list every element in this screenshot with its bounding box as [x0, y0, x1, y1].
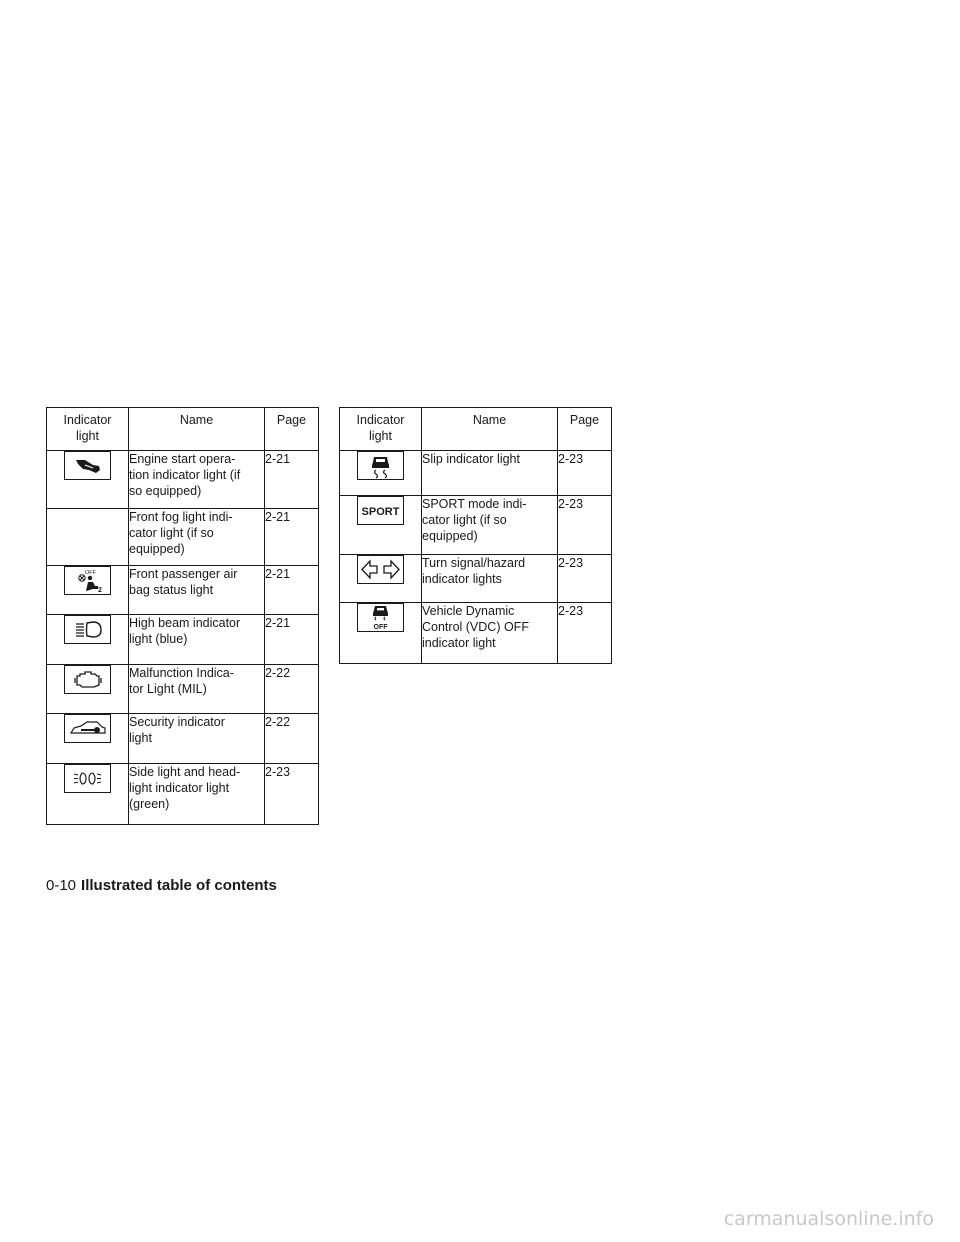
row-name: Vehicle Dynamic Control (VDC) OFF indicator light	[422, 603, 558, 664]
section-title: Illustrated table of contents	[81, 877, 277, 894]
header-page: Page	[265, 408, 319, 451]
vdc-off-icon	[357, 603, 404, 632]
table-row	[47, 509, 319, 566]
page-footer	[46, 877, 277, 894]
table-row	[47, 566, 319, 615]
high-beam-icon	[64, 615, 111, 644]
row-name: High beam indicator light (blue)	[129, 615, 265, 665]
row-page: 2-21	[265, 615, 319, 665]
table-row	[340, 603, 612, 664]
row-page: 2-23	[558, 603, 612, 664]
slip-car-icon	[357, 451, 404, 480]
table-row	[47, 665, 319, 714]
header-name: Name	[129, 408, 265, 451]
table-row	[47, 615, 319, 665]
airbag-off-label: OFF	[85, 570, 96, 576]
header-page: Page	[558, 408, 612, 451]
header-indicator: Indicator light	[340, 408, 422, 451]
table-row	[47, 451, 319, 509]
engine-start-icon	[64, 451, 111, 480]
row-name: Turn signal/hazard indicator lights	[422, 555, 558, 603]
turn-signal-arrows-icon	[357, 555, 404, 584]
table-row	[340, 451, 612, 496]
indicator-table-right	[339, 407, 612, 664]
row-page: 2-21	[265, 566, 319, 615]
row-page: 2-23	[265, 764, 319, 825]
row-name: Front passenger air bag status light	[129, 566, 265, 615]
row-name: Slip indicator light	[422, 451, 558, 496]
row-page: 2-23	[558, 496, 612, 555]
row-name: Side light and head- light indicator light (green)	[129, 764, 265, 825]
security-car-key-icon	[64, 714, 111, 743]
row-name: Security indicator light	[129, 714, 265, 764]
row-name: SPORT mode indi- cator light (if so equipped)	[422, 496, 558, 555]
malfunction-engine-icon	[64, 665, 111, 694]
row-name: Malfunction Indica- tor Light (MIL)	[129, 665, 265, 714]
side-head-light-icon	[64, 764, 111, 793]
table-row	[47, 714, 319, 764]
table-row	[47, 764, 319, 825]
passenger-airbag-off-icon	[64, 566, 111, 595]
indicator-table-left	[46, 407, 319, 825]
sport-mode-label: SPORT	[361, 506, 400, 518]
row-page: 2-21	[265, 509, 319, 566]
row-name: Engine start opera- tion indicator light (if so equipped)	[129, 451, 265, 509]
table-row	[340, 496, 612, 555]
row-page: 2-21	[265, 451, 319, 509]
table-row	[340, 555, 612, 603]
vdc-off-label: OFF	[373, 624, 388, 631]
svg-text:2: 2	[98, 587, 102, 594]
row-page: 2-22	[265, 714, 319, 764]
row-page: 2-23	[558, 451, 612, 496]
sport-mode-icon	[357, 496, 404, 525]
row-page: 2-23	[558, 555, 612, 603]
row-page: 2-22	[265, 665, 319, 714]
page-number: 0-10	[46, 877, 77, 894]
header-indicator: Indicator light	[47, 408, 129, 451]
table-header-row	[47, 408, 319, 451]
table-header-row	[340, 408, 612, 451]
row-name: Front fog light indi- cator light (if so equipped)	[129, 509, 265, 566]
watermark: carmanualsonline.info	[723, 1208, 934, 1230]
header-name: Name	[422, 408, 558, 451]
